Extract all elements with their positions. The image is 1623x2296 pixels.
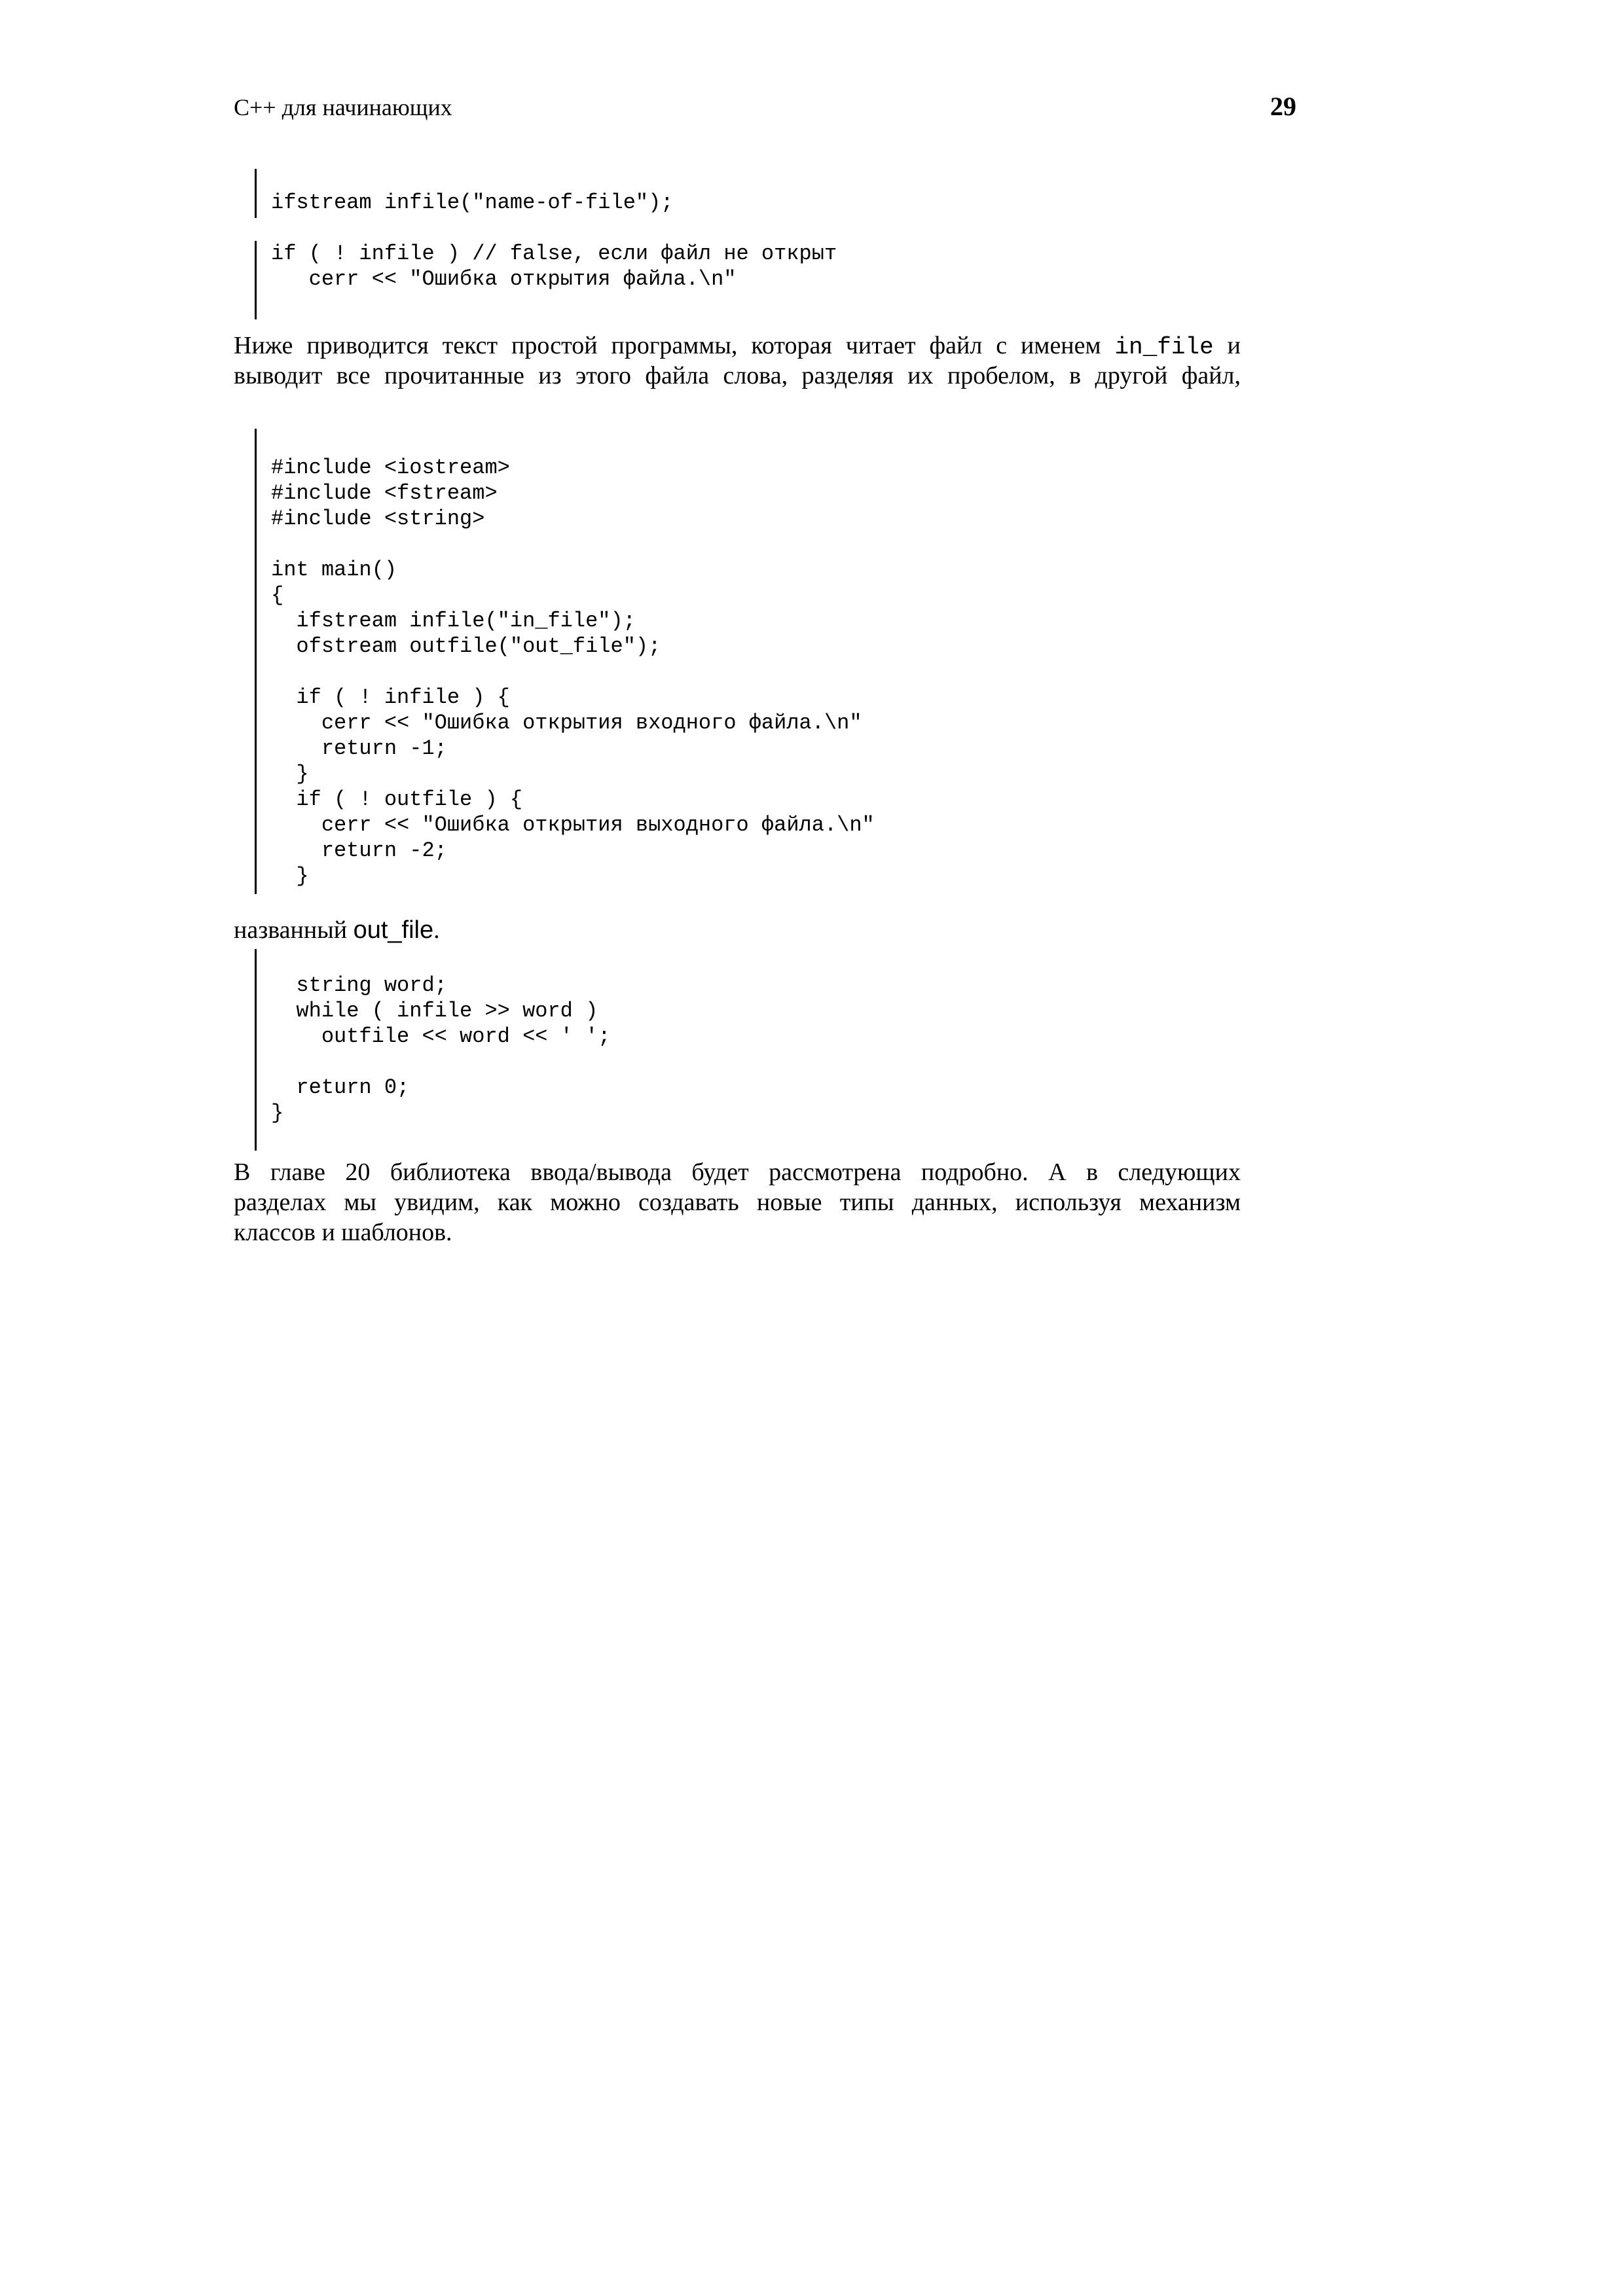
code-line: cerr << "Ошибка открытия входного файла.\n" xyxy=(271,711,862,735)
paragraph-text: Ниже приводится текст простой программы, которая читает файл с именем xyxy=(234,332,1115,359)
code-line xyxy=(271,531,875,557)
code-line: cerr << "Ошибка открытия выходного файла.\n" xyxy=(271,813,875,837)
code-line: #include <fstream> xyxy=(271,481,498,505)
code-line: cerr << "Ошибка открытия файла.\n" xyxy=(271,267,737,291)
paragraph-line: разделах мы увидим, как можно создавать новые типы данных, используя механизм xyxy=(234,1189,1241,1216)
paragraph-text: названный xyxy=(234,916,354,944)
code-line xyxy=(271,659,875,685)
code-line: ifstream infile("in_file"); xyxy=(271,609,636,633)
code-listing xyxy=(255,429,875,894)
code-line: string word; xyxy=(271,973,447,997)
paragraph-line: В главе 20 библиотека ввода/вывода будет рассмотрена подробно. А в следующих xyxy=(234,1158,1241,1186)
code-line: return -2; xyxy=(271,838,447,863)
body-paragraph xyxy=(234,1157,1241,1247)
code-line: #include <string> xyxy=(271,507,485,531)
code-line: #include <iostream> xyxy=(271,456,510,480)
body-paragraph xyxy=(234,331,1241,391)
inline-code: out_file xyxy=(353,916,434,944)
code-line: if ( ! infile ) { xyxy=(271,685,510,709)
code-line: if ( ! outfile ) { xyxy=(271,787,523,812)
code-line: if ( ! infile ) // false, если файл не открыт xyxy=(271,242,837,266)
body-paragraph xyxy=(234,915,1241,945)
code-listing xyxy=(255,169,674,218)
code-line: ofstream outfile("out_file"); xyxy=(271,634,661,658)
code-listing xyxy=(255,241,837,319)
page-number: 29 xyxy=(1270,92,1296,121)
code-line: ifstream infile("name-of-file"); xyxy=(271,190,674,215)
paragraph-line: классов и шаблонов. xyxy=(234,1219,452,1246)
code-line: outfile << word << ' '; xyxy=(271,1024,611,1049)
code-line xyxy=(271,1049,610,1075)
code-line: return -1; xyxy=(271,736,447,761)
code-line: } xyxy=(271,1101,284,1125)
code-line: int main() xyxy=(271,558,397,582)
paragraph-text: и xyxy=(1213,332,1241,359)
running-title: С++ для начинающих xyxy=(234,94,452,120)
code-line: while ( infile >> word ) xyxy=(271,999,598,1023)
code-listing xyxy=(255,949,610,1151)
code-line: { xyxy=(271,583,284,607)
paragraph-text: . xyxy=(433,916,440,944)
code-line: } xyxy=(271,762,309,786)
paragraph-line xyxy=(234,331,1241,361)
code-line: } xyxy=(271,864,309,888)
paragraph-line: выводит все прочитанные из этого файла слова, разделяя их пробелом, в другой файл, xyxy=(234,362,1241,389)
inline-code: in_file xyxy=(1114,334,1214,361)
code-line: return 0; xyxy=(271,1075,410,1100)
